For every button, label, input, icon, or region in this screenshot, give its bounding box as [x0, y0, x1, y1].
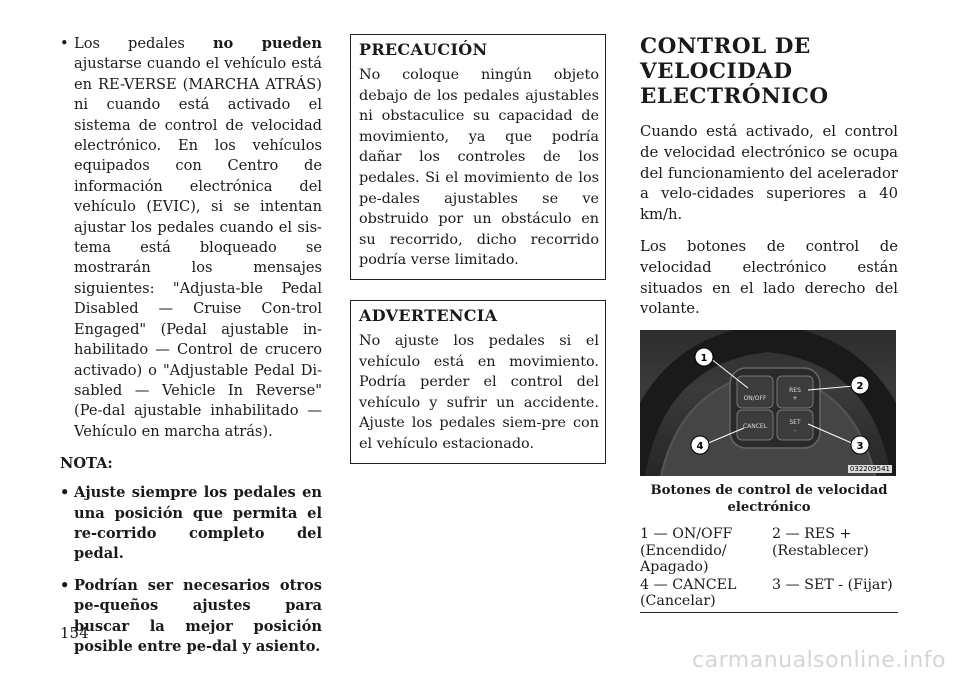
watermark: carmanualsonline.info [692, 648, 946, 673]
caution-text: No coloque ningún objeto debajo de los pedales ajustables ni obstaculice su capacidad de movimiento, ya que podría dañar los controles de los pedales. Si el movimiento de los pe-dales ajustables se ve obstruido por un obstáculo en su recorrido, dicho recorrido podría verse limitado. [359, 67, 599, 269]
legend-item-3: 3 — SET - (Fijar) [772, 576, 893, 593]
warning-title: ADVERTENCIA [359, 305, 498, 325]
callout-3: 3 [856, 441, 864, 453]
warning-text: No ajuste los pedales si el vehículo está en movimiento. Podría perder el control del vehículo y sufrir un accidente. Ajuste los pedales siem-pre con el vehículo estacionado. [359, 332, 599, 452]
section-title-line-2: VELOCIDAD [640, 59, 793, 84]
legend-item-1: 1 — ON/OFF (Encendido/ Apagado) [640, 526, 733, 576]
res-label: RES [789, 387, 801, 395]
on-off-button [737, 376, 773, 408]
set-label: SET [789, 419, 801, 427]
section-title-line-1: CONTROL DE [640, 34, 811, 59]
note-bullet-1: • Ajuste siempre los pedales en una posición que permita el re-corrido completo del pedal. [60, 483, 322, 565]
note-bullet-2: • Podrían ser necesarios otros pe-queños ajustes para buscar la mejor posición posible entre pe-dal y asiento. [60, 576, 322, 658]
photo-caption: Botones de control de velocidad electrónico [650, 483, 888, 515]
legend-item-2: 2 — RES + (Restablecer) [772, 526, 869, 559]
legend-item-4: 4 — CANCEL (Cancelar) [640, 576, 737, 610]
pedal-adjust-bullet [60, 34, 322, 442]
nota-label: NOTA: [60, 455, 113, 473]
callout-2: 2 [856, 381, 864, 393]
bullet1-post: ajustarse cuando el vehículo está en RE-VERSE (MARCHA ATRÁS) ni cuando está activado el sistema de control de velocidad electrónico. En los vehículos equipados con Centro de información electrónica del vehículo (EVIC), si se intentan ajustar los pedales cuando el sis-tema está bloqueado se mostrarán los mensajes siguientes: "Adjusta-ble Pedal Disabled — Cruise Con-trol Engaged" (Pedal ajustable in-habilitado — Control de crucero activado) o "Adjustable Pedal Di-sabled — Vehicle In Reverse" (Pe-dal ajustable inhabilitado — Vehículo en marcha atrás). [74, 55, 322, 440]
callout-4: 4 [696, 441, 704, 453]
cancel-label: CANCEL [742, 423, 768, 431]
photo-reference-code: 032209541 [849, 465, 890, 474]
res-plus-label: + [792, 395, 798, 403]
set-minus-label: - [793, 427, 797, 435]
warning-box [350, 300, 606, 464]
bullet1-pre: Los pedales [74, 35, 213, 52]
section-title [640, 34, 898, 109]
caution-box [350, 34, 606, 280]
left-column [60, 34, 322, 657]
middle-column [350, 34, 606, 464]
location-paragraph: Los botones de control de velocidad electrónico están situados en el lado derecho del volante. [640, 237, 898, 318]
page-number: 154 [60, 624, 89, 642]
intro-paragraph: Cuando está activado, el control de velocidad electrónico se ocupa del funcionamiento del acelerador a velo-cidades superiores a 40 km/h. [640, 123, 898, 224]
section-title-line-3: ELECTRÓNICO [640, 84, 829, 109]
button-legend [640, 526, 898, 613]
right-column [640, 34, 898, 613]
on-off-label: ON/OFF [743, 395, 767, 403]
caution-title: PRECAUCIÓN [359, 40, 488, 59]
bullet1-emphasis: no pueden [212, 35, 322, 52]
callout-1: 1 [700, 353, 708, 365]
steering-wheel-controls-photo [640, 330, 896, 476]
steering-wheel-illustration [640, 330, 896, 476]
